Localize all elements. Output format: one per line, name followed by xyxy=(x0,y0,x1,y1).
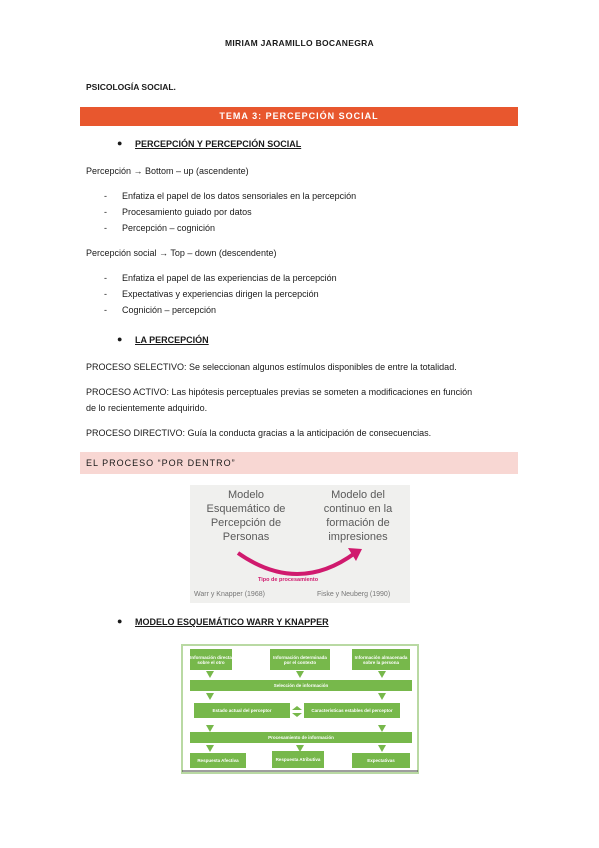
respuesta-afectiva-box: Respuesta Afectiva xyxy=(190,753,246,768)
section-heading-percepcion: PERCEPCIÓN Y PERCEPCIÓN SOCIAL xyxy=(135,139,302,149)
expectativas-box: Expectativas xyxy=(352,753,410,768)
left-citation: Warr y Knapper (1968) xyxy=(194,591,265,598)
estado-box: Estado actual del perceptor xyxy=(194,703,290,718)
bullet-icon: ● xyxy=(117,334,123,344)
list-item: - Procesamiento guiado por datos xyxy=(104,204,356,220)
info-directa-box: Información directa sobre el otro xyxy=(190,649,232,670)
section-heading-la-percepcion: LA PERCEPCIÓN xyxy=(135,335,209,345)
fig-line: impresiones xyxy=(328,531,388,543)
proceso-directivo: PROCESO DIRECTIVO: Guía la conducta gracias a la anticipación de consecuencias. xyxy=(86,428,432,438)
list-item: - Enfatiza el papel de las experiencias de la percepción xyxy=(104,270,337,286)
arrow-label: Tipo de procesamiento xyxy=(258,577,319,583)
list-item: - Cognición – percepción xyxy=(104,302,337,318)
info-almacenada-box: Información almacenada sobre la persona xyxy=(352,649,410,670)
social-line: Percepción social → Top – down (descendente) xyxy=(86,248,277,258)
fig-line: continuo en la xyxy=(323,503,393,515)
diagram-warr-knapper xyxy=(180,643,420,775)
caracteristicas-box: Características estables del perceptor xyxy=(304,703,400,718)
proceso-activo-2: de lo recientemente adquirido. xyxy=(86,403,208,413)
subject-title: PSICOLOGÍA SOCIAL. xyxy=(86,82,176,92)
proceso-selectivo: PROCESO SELECTIVO: Se seleccionan algunos estímulos disponibles de entre la totalidad. xyxy=(86,362,457,372)
document-author: MIRIAM JARAMILLO BOCANEGRA xyxy=(225,38,374,48)
section-heading-modelo: MODELO ESQUEMÁTICO WARR Y KNAPPER xyxy=(135,617,329,627)
right-citation: Fiske y Neuberg (1990) xyxy=(317,591,391,598)
seleccion-box: Selección de información xyxy=(190,680,412,691)
fig-line: formación de xyxy=(326,517,390,529)
bullet-icon: ● xyxy=(117,616,123,626)
info-contexto-box: Información determinada por el contexto xyxy=(270,649,330,670)
percepcion-list xyxy=(104,188,356,236)
list-item: - Enfatiza el papel de los datos sensoriales en la percepción xyxy=(104,188,356,204)
bullet-icon: ● xyxy=(117,138,123,148)
list-item: - Percepción – cognición xyxy=(104,220,356,236)
fig-line: Esquemático de xyxy=(206,503,286,515)
fig-line: Percepción de xyxy=(210,517,282,529)
proceso-activo-1: PROCESO ACTIVO: Las hipótesis perceptuales previas se someten a modificaciones en función xyxy=(86,387,473,397)
procesamiento-box: Procesamiento de información xyxy=(190,732,412,743)
list-item: - Expectativas y experiencias dirigen la percepción xyxy=(104,286,337,302)
social-list xyxy=(104,270,337,318)
fig-line: Modelo del xyxy=(331,489,385,501)
figure-procesamiento xyxy=(190,485,410,603)
respuesta-atributiva-box: Respuesta Atributiva xyxy=(272,751,324,768)
percepcion-line: Percepción → Bottom – up (ascendente) xyxy=(86,166,249,176)
fig-line: Personas xyxy=(222,531,270,543)
fig-line: Modelo xyxy=(227,489,265,501)
section-bar-por-dentro: EL PROCESO “POR DENTRO” xyxy=(80,452,518,474)
tema-title-bar: TEMA 3: PERCEPCIÓN SOCIAL xyxy=(80,107,518,126)
curved-arrow-icon xyxy=(190,485,410,603)
